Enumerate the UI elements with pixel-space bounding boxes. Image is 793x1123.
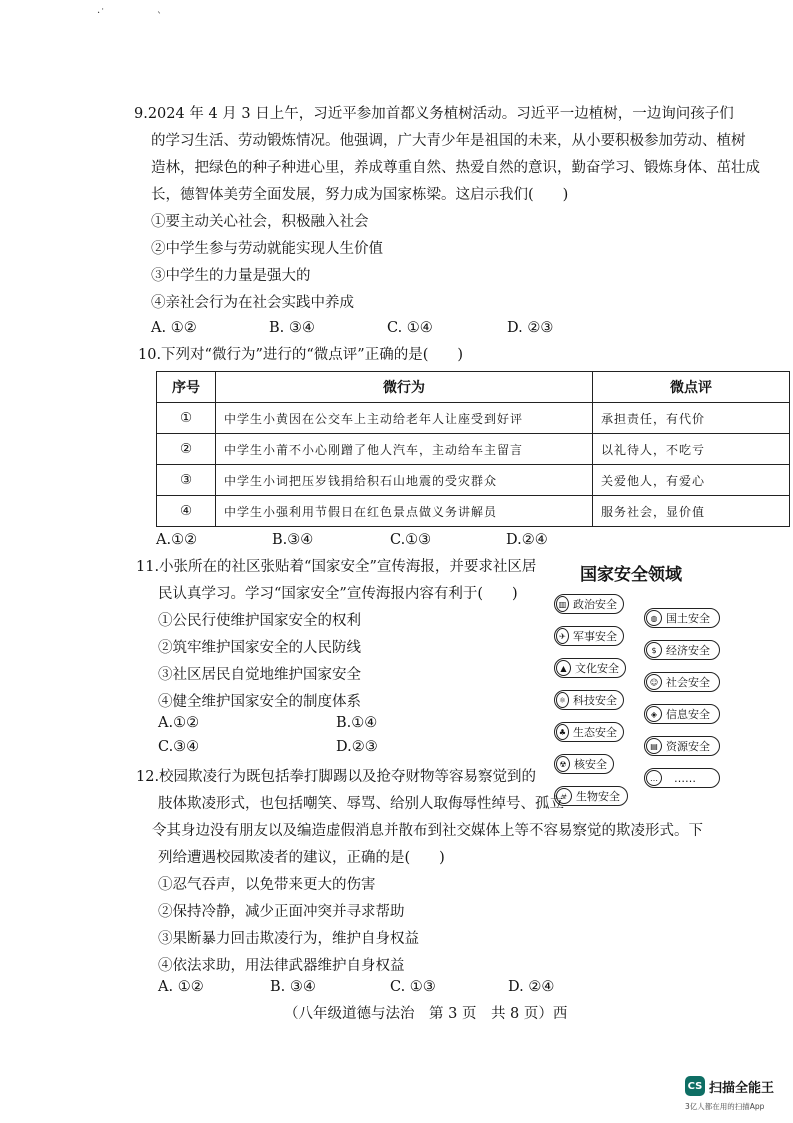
statement: ①忍气吞声，以免带来更大的伤害 (158, 877, 376, 893)
domain-label: 社会安全 (666, 676, 710, 689)
domain-economic (644, 640, 720, 660)
statement: ④亲社会行为在社会实践中养成 (151, 295, 354, 311)
statement: ③中学生的力量是强大的 (151, 268, 311, 284)
domain-label: 文化安全 (575, 662, 619, 675)
domain-label: 政治安全 (573, 598, 617, 611)
option-a[interactable]: A. ①② (158, 979, 204, 995)
domain-territorial (644, 608, 720, 628)
domain-political (554, 594, 624, 614)
table-row (157, 496, 790, 527)
statement: ④健全维护国家安全的制度体系 (158, 694, 361, 710)
oil-drum-icon: ▤ (646, 738, 662, 754)
micro-behavior-table (156, 371, 790, 527)
option-c[interactable]: C.①③ (390, 532, 432, 548)
row-action: 中学生小词把压岁钱捐给积石山地震的受灾群众 (216, 465, 593, 496)
row-comment: 承担责任，有代价 (593, 403, 790, 434)
money-bag-icon: $ (646, 642, 662, 658)
domain-label: 信息安全 (666, 708, 710, 721)
row-number: ① (157, 403, 216, 434)
page-footer: （八年级道德与法治 第 3 页 共 8 页）西 (284, 1006, 568, 1022)
biohazard-icon: ☣ (556, 788, 572, 804)
answer-options (156, 532, 656, 554)
domain-label: 生物安全 (576, 790, 620, 803)
row-action: 中学生小强利用节假日在红色景点做义务讲解员 (216, 496, 593, 527)
question-text: 令其身边没有朋友以及编造虚假消息并散布到社交媒体上等不容易察觉的欺凌形式。下 (152, 823, 703, 839)
question-text: 的学习生活、劳动锻炼情况。他强调，广大青少年是祖国的未来，从小要积极参加劳动、植树 (151, 133, 746, 149)
option-c[interactable]: C. ①③ (390, 979, 436, 995)
statement: ④依法求助，用法律武器维护自身权益 (158, 958, 405, 974)
statement: ③果断暴力回击欺凌行为，维护自身权益 (158, 931, 419, 947)
domain-information (644, 704, 720, 724)
question-text: 11.小张所在的社区张贴着“国家安全”宣传海报，并要求社区居 (136, 559, 537, 575)
option-d[interactable]: D.②④ (506, 532, 548, 548)
question-12 (136, 767, 786, 997)
scanner-watermark (685, 1076, 785, 1116)
answer-options (158, 979, 758, 1001)
header-comment: 微点评 (593, 372, 790, 403)
option-b[interactable]: B.①④ (336, 715, 378, 731)
plane-icon: ✈ (556, 628, 569, 644)
statement: ①要主动关心社会，积极融入社会 (151, 214, 369, 230)
shield-icon: ◈ (646, 706, 662, 722)
option-b[interactable]: B.③④ (272, 532, 314, 548)
question-9 (134, 104, 784, 344)
answer-options (158, 715, 538, 765)
header-number: 序号 (157, 372, 216, 403)
question-text: 9.2024 年 4 月 3 日上午，习近平参加首都义务植树活动。习近平一边植树，一边询问孩子们 (134, 106, 734, 122)
question-text: 列给遭遇校园欺凌者的建议，正确的是( ) (158, 850, 445, 866)
option-d[interactable]: D. ②③ (507, 320, 554, 336)
domain-label: …… (674, 771, 696, 785)
domain-ecological (554, 722, 624, 742)
row-action: 中学生小黄因在公交车上主动给老年人让座受到好评 (216, 403, 593, 434)
row-number: ③ (157, 465, 216, 496)
domain-label: 国土安全 (666, 612, 710, 625)
row-action: 中学生小莆不小心刚蹭了他人汽车，主动给车主留言 (216, 434, 593, 465)
table-row (157, 465, 790, 496)
option-c[interactable]: C. ①④ (387, 320, 433, 336)
option-d[interactable]: D. ②④ (508, 979, 555, 995)
table-row (157, 434, 790, 465)
watermark-tagline: 3亿人都在用的扫描App (685, 1102, 765, 1111)
watermark-name: 扫描全能王 (709, 1081, 775, 1096)
row-comment: 服务社会，显价值 (593, 496, 790, 527)
scan-mark: ·˙ (97, 8, 106, 19)
building-icon: ▥ (556, 596, 569, 612)
option-d[interactable]: D.②③ (336, 739, 378, 755)
domain-label: 军事安全 (573, 630, 617, 643)
statement: ③社区居民自觉地维护国家安全 (158, 667, 361, 683)
globe-icon: ◍ (646, 610, 662, 626)
ellipsis-icon: … (646, 770, 662, 786)
question-text: 造林，把绿色的种子种进心里，养成尊重自然、热爱自然的意识，勤奋学习、锻炼身体、茁壮成 (151, 160, 760, 176)
answer-options (151, 320, 771, 342)
domain-military (554, 626, 624, 646)
question-10-stem: 10.下列对“微行为”进行的“微点评”正确的是( ) (138, 347, 464, 363)
option-a[interactable]: A.①② (158, 715, 200, 731)
statement: ②筑牢维护国家安全的人民防线 (158, 640, 361, 656)
statement: ②中学生参与劳动就能实现人生价值 (151, 241, 383, 257)
radiation-icon: ☢ (556, 756, 570, 772)
scan-mark: ˋ (157, 12, 162, 23)
domain-label: 科技安全 (573, 694, 617, 707)
domain-label: 资源安全 (666, 740, 710, 753)
question-text: 长，德智体美劳全面发展，努力成为国家栋梁。这启示我们( ) (151, 187, 569, 203)
domain-cultural (554, 658, 626, 678)
row-comment: 关爱他人，有爱心 (593, 465, 790, 496)
header-action: 微行为 (216, 372, 593, 403)
people-icon: ☺ (646, 674, 662, 690)
option-b[interactable]: B. ③④ (270, 979, 316, 995)
option-b[interactable]: B. ③④ (269, 320, 315, 336)
domain-technology (554, 690, 624, 710)
domain-resources (644, 736, 720, 756)
domain-label: 核安全 (574, 758, 607, 771)
question-text: 民认真学习。学习“国家安全”宣传海报内容有利于( ) (158, 586, 518, 602)
domain-label: 生态安全 (573, 726, 617, 739)
option-c[interactable]: C.③④ (158, 739, 200, 755)
statement: ①公民行使维护国家安全的权利 (158, 613, 361, 629)
row-number: ② (157, 434, 216, 465)
row-number: ④ (157, 496, 216, 527)
domain-social (644, 672, 720, 692)
row-comment: 以礼待人，不吃亏 (593, 434, 790, 465)
option-a[interactable]: A.①② (156, 532, 198, 548)
question-11 (136, 557, 546, 757)
atom-icon: ⚛ (556, 692, 569, 708)
statement: ②保持冷静，减少正面冲突并寻求帮助 (158, 904, 405, 920)
table-header-row (157, 372, 790, 403)
graduation-cap-icon: ▲ (556, 660, 571, 676)
table-row (157, 403, 790, 434)
leaf-icon: ♣ (556, 724, 569, 740)
domain-label: 经济安全 (666, 644, 710, 657)
question-text: 12.校园欺凌行为既包括拳打脚踢以及抢夺财物等容易察觉到的 (136, 769, 537, 785)
option-a[interactable]: A. ①② (151, 320, 197, 336)
cs-logo-icon: CS (685, 1076, 705, 1096)
figure-title: 国家安全领域 (580, 565, 682, 585)
question-text: 肢体欺凌形式，也包括嘲笑、辱骂、给别人取侮辱性绰号、孤立 (158, 796, 564, 812)
